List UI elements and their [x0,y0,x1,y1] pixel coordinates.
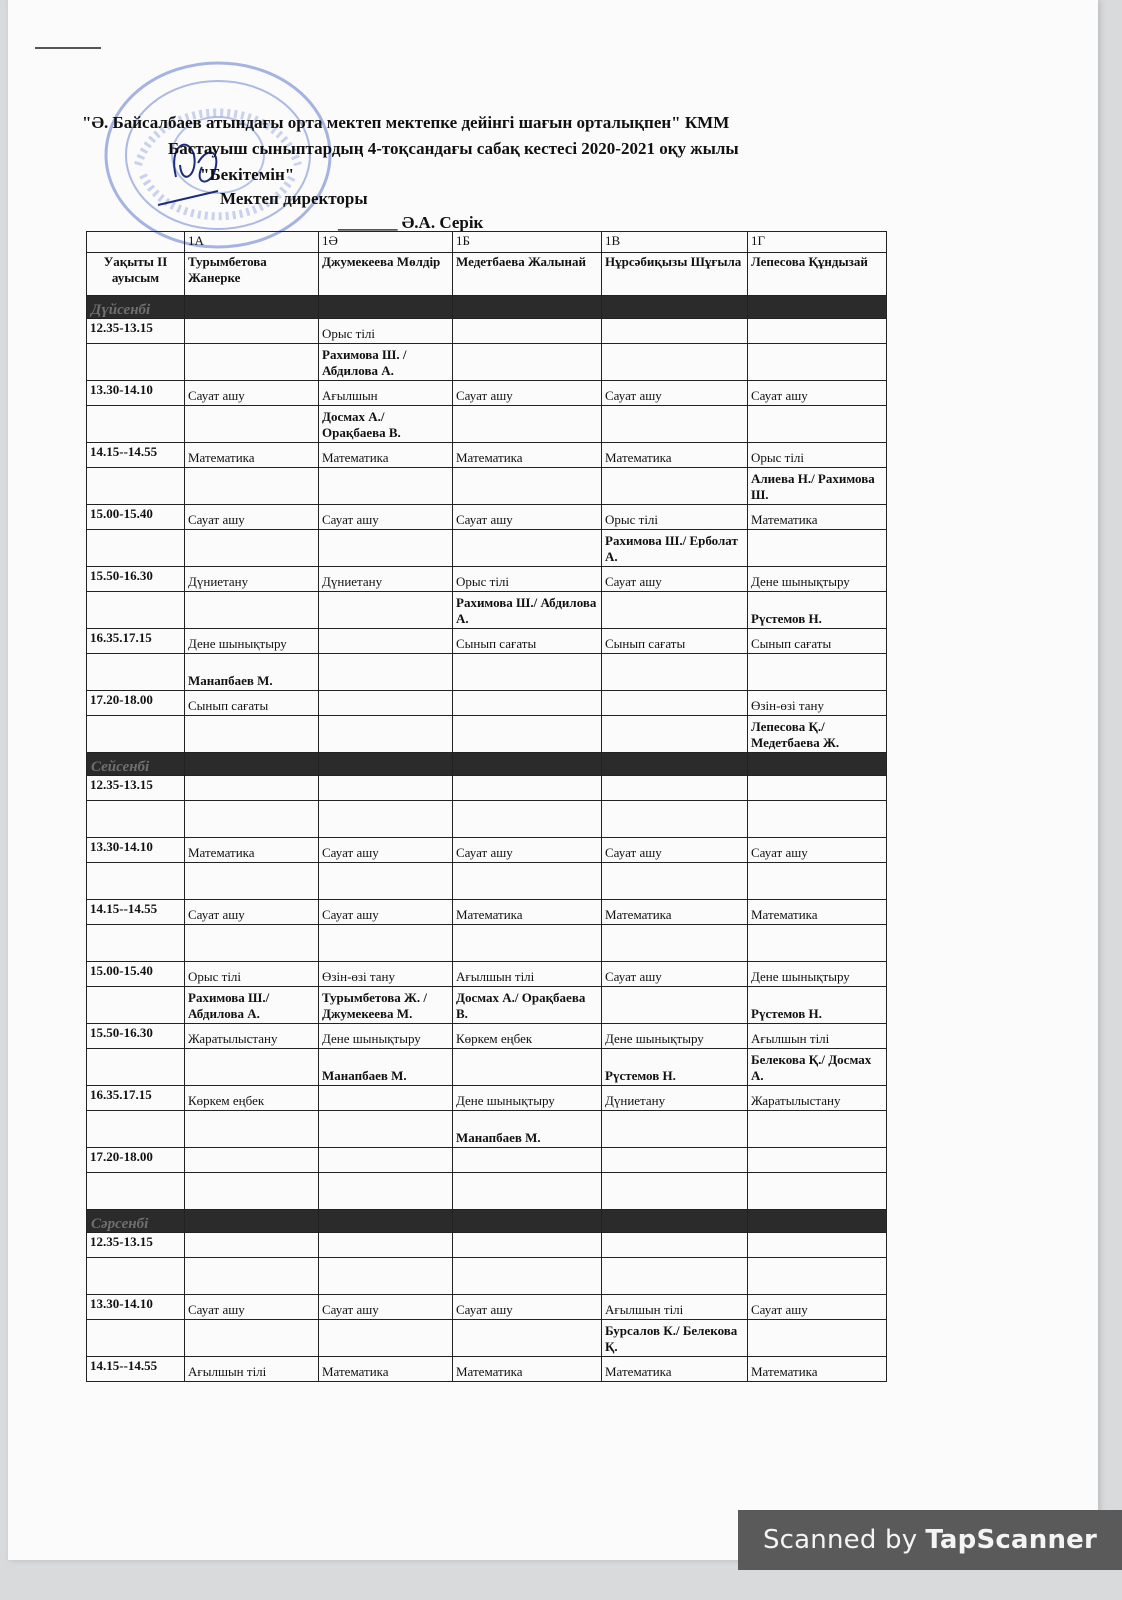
teacher-cell: Алиева Н./ Рахимова Ш. [748,468,887,505]
teacher-row-time-blank [87,716,185,753]
teacher-cell [185,1111,319,1148]
subject-cell: Дүниетану [185,567,319,592]
subject-cell: Математика [748,1357,887,1382]
subject-cell: Сауат ашу [319,1295,453,1320]
subject-cell: Дене шынықтыру [453,1086,602,1111]
teacher-cell [748,925,887,962]
scanner-watermark [738,1510,1122,1570]
teacher-row-time-blank [87,925,185,962]
subject-cell: Жаратылыстану [748,1086,887,1111]
subject-cell [602,319,748,344]
day-row [87,753,887,776]
time-header-blank [87,232,185,253]
subject-cell [602,1233,748,1258]
subject-cell [602,691,748,716]
subject-cell: Математика [453,1357,602,1382]
subject-cell: Сауат ашу [602,962,748,987]
subject-cell: Сынып сағаты [185,691,319,716]
teacher-cell [319,863,453,900]
teacher-cell [602,1258,748,1295]
teacher-cell: Рахимова Ш./ Абдилова А. [453,592,602,629]
teacher-cell [185,801,319,838]
teacher-cell [185,925,319,962]
subject-cell: Математика [602,1357,748,1382]
teacher-row-time-blank [87,468,185,505]
school-title: "Ә. Байсалбаев атындағы орта мектеп мектепке дейінгі шағын орталықпен" КММ [82,113,730,132]
lesson-row [87,1024,887,1049]
subject-cell: Сауат ашу [185,381,319,406]
teacher-row [87,406,887,443]
subject-cell: Сауат ашу [748,838,887,863]
schedule-title: Бастауыш сыныптардың 4-тоқсандағы сабақ кестесі 2020-2021 оқу жылы [168,139,739,158]
lesson-time: 12.35-13.15 [87,776,185,801]
teacher-cell [748,530,887,567]
director-name: _______ Ә.А. Серік [338,213,484,232]
subject-cell: Дене шынықтыру [185,629,319,654]
teacher-cell [748,863,887,900]
teacher-cell: Рахимова Ш. / Абдилова А. [319,344,453,381]
lesson-row [87,776,887,801]
teacher-cell [319,592,453,629]
teacher-cell [185,468,319,505]
subject-cell: Ағылшын тілі [748,1024,887,1049]
teacher-row [87,1111,887,1148]
teacher-cell [602,344,748,381]
subject-cell [453,1233,602,1258]
subject-cell: Математика [602,443,748,468]
subject-cell: Сынып сағаты [453,629,602,654]
subject-cell [319,629,453,654]
teacher-row [87,987,887,1024]
subject-cell: Математика [453,443,602,468]
teacher-cell [748,344,887,381]
subject-cell: Дене шынықтыру [319,1024,453,1049]
teacher-cell [453,344,602,381]
day-name: Дүйсенбі [87,296,185,319]
teacher-cell [453,530,602,567]
teacher-cell [602,406,748,443]
class-teacher-0: Турымбетова Жанерке [185,253,319,296]
subject-cell [185,1148,319,1173]
teacher-row-time-blank [87,592,185,629]
lesson-row [87,962,887,987]
subject-cell [319,1233,453,1258]
subject-cell: Математика [319,1357,453,1382]
teacher-row-time-blank [87,987,185,1024]
teacher-cell [453,716,602,753]
lesson-time: 12.35-13.15 [87,319,185,344]
subject-cell: Дүниетану [319,567,453,592]
class-teacher-3: Нұрсәбиқызы Шұғыла [602,253,748,296]
subject-cell [319,1148,453,1173]
lesson-row [87,1357,887,1382]
subject-cell: Сауат ашу [748,1295,887,1320]
lesson-time: 13.30-14.10 [87,838,185,863]
teacher-row [87,1258,887,1295]
teacher-cell [602,592,748,629]
lesson-time: 17.20-18.00 [87,691,185,716]
teacher-cell [453,1173,602,1210]
teacher-cell [185,863,319,900]
teacher-cell [185,1258,319,1295]
teacher-cell [453,1258,602,1295]
subject-cell: Сауат ашу [748,381,887,406]
subject-cell: Сынып сағаты [748,629,887,654]
day-row-fill [319,753,453,776]
day-row [87,296,887,319]
subject-cell: Сауат ашу [453,381,602,406]
subject-cell [748,1148,887,1173]
subject-cell: Сауат ашу [453,505,602,530]
subject-cell: Сауат ашу [453,838,602,863]
subject-cell: Дүниетану [602,1086,748,1111]
teacher-cell [319,468,453,505]
teacher-row [87,592,887,629]
day-row-fill [748,296,887,319]
teacher-cell [748,801,887,838]
teacher-row [87,1173,887,1210]
lesson-row [87,1295,887,1320]
teacher-row-time-blank [87,1111,185,1148]
lesson-time: 14.15--14.55 [87,900,185,925]
teacher-cell [319,716,453,753]
teacher-cell [602,801,748,838]
lesson-time: 14.15--14.55 [87,443,185,468]
teacher-cell [185,406,319,443]
day-row [87,1210,887,1233]
teacher-row-time-blank [87,530,185,567]
class-name-2: 1Б [453,232,602,253]
lesson-row [87,319,887,344]
teacher-row-time-blank [87,863,185,900]
subject-cell: Ағылшын тілі [453,962,602,987]
day-row-fill [748,753,887,776]
day-row-fill [602,296,748,319]
paper-edge-mark [35,47,101,49]
lesson-time: 13.30-14.10 [87,381,185,406]
teacher-row-time-blank [87,801,185,838]
lesson-row [87,1233,887,1258]
subject-cell: Математика [185,838,319,863]
teacher-cell [185,592,319,629]
teacher-row [87,1320,887,1357]
lesson-row [87,443,887,468]
subject-cell [602,776,748,801]
teacher-cell: Бурсалов К./ Белекова Қ. [602,1320,748,1357]
teacher-cell [453,654,602,691]
teacher-cell [319,925,453,962]
subject-cell [185,319,319,344]
subject-cell: Математика [319,443,453,468]
lesson-row [87,381,887,406]
teacher-cell [185,344,319,381]
lesson-time: 14.15--14.55 [87,1357,185,1382]
subject-cell: Сауат ашу [185,1295,319,1320]
teacher-row [87,925,887,962]
subject-cell: Орыс тілі [748,443,887,468]
teacher-cell [319,1111,453,1148]
lesson-row [87,1148,887,1173]
teacher-cell: Лепесова Қ./ Медетбаева Ж. [748,716,887,753]
day-row-fill [453,1210,602,1233]
teacher-row [87,344,887,381]
subject-cell: Орыс тілі [185,962,319,987]
teacher-row-time-blank [87,1320,185,1357]
teacher-cell: Турымбетова Ж. / Джумекеева М. [319,987,453,1024]
class-name-row [87,232,887,253]
lesson-time: 13.30-14.10 [87,1295,185,1320]
teacher-cell [602,1111,748,1148]
day-row-fill [319,1210,453,1233]
schedule-table [86,231,887,1382]
lesson-row [87,691,887,716]
teacher-row [87,1049,887,1086]
teacher-cell [602,716,748,753]
teacher-row [87,716,887,753]
teacher-cell: Досмах А./ Орақбаева В. [319,406,453,443]
subject-cell: Сауат ашу [185,900,319,925]
subject-cell: Сауат ашу [319,505,453,530]
subject-cell: Сауат ашу [602,567,748,592]
teacher-cell [748,1173,887,1210]
teacher-cell [319,530,453,567]
teacher-cell [185,530,319,567]
day-row-fill [453,753,602,776]
day-row-fill [748,1210,887,1233]
teacher-cell [602,987,748,1024]
teacher-row [87,654,887,691]
teacher-cell [453,1320,602,1357]
teacher-row-time-blank [87,1258,185,1295]
subject-cell: Көркем еңбек [185,1086,319,1111]
subject-cell: Орыс тілі [602,505,748,530]
subject-cell: Дене шынықтыру [748,962,887,987]
teacher-cell [748,406,887,443]
subject-cell: Сынып сағаты [602,629,748,654]
lesson-time: 15.50-16.30 [87,1024,185,1049]
teacher-cell: Рүстемов Н. [602,1049,748,1086]
teacher-cell: Рүстемов Н. [748,592,887,629]
subject-cell: Математика [748,900,887,925]
class-name-1: 1Ә [319,232,453,253]
teacher-cell [319,1173,453,1210]
teacher-cell [453,406,602,443]
subject-cell: Ағылшын тілі [602,1295,748,1320]
subject-cell [748,1233,887,1258]
subject-cell: Ағылшын [319,381,453,406]
subject-cell: Сауат ашу [602,381,748,406]
lesson-time: 17.20-18.00 [87,1148,185,1173]
lesson-time: 15.00-15.40 [87,962,185,987]
subject-cell: Өзін-өзі тану [319,962,453,987]
day-row-fill [602,753,748,776]
subject-cell: Көркем еңбек [453,1024,602,1049]
teacher-cell [319,654,453,691]
subject-cell [185,1233,319,1258]
day-row-fill [185,1210,319,1233]
teacher-cell: Рахимова Ш./ Ерболат А. [602,530,748,567]
lesson-row [87,505,887,530]
subject-cell: Математика [748,505,887,530]
teacher-cell [748,1320,887,1357]
teacher-cell [185,1173,319,1210]
teacher-cell [319,1320,453,1357]
class-name-3: 1В [602,232,748,253]
day-name: Сәрсенбі [87,1210,185,1233]
subject-cell: Сауат ашу [319,838,453,863]
subject-cell: Өзін-өзі тану [748,691,887,716]
teacher-cell [602,1173,748,1210]
subject-cell [453,691,602,716]
lesson-time: 15.00-15.40 [87,505,185,530]
teacher-row [87,468,887,505]
subject-cell [453,1148,602,1173]
approval-label: "Бекітемін" [200,165,295,184]
time-header: Уақыты II ауысым [87,253,185,296]
teacher-cell [185,716,319,753]
teacher-cell [453,863,602,900]
subject-cell: Орыс тілі [319,319,453,344]
teacher-cell [748,1111,887,1148]
teacher-cell [453,468,602,505]
teacher-row-time-blank [87,406,185,443]
subject-cell: Сауат ашу [185,505,319,530]
subject-cell [453,319,602,344]
lesson-row [87,567,887,592]
teacher-cell [185,1320,319,1357]
subject-cell [185,776,319,801]
subject-cell [602,1148,748,1173]
scanner-brand: TapScanner [925,1525,1098,1555]
subject-cell [748,776,887,801]
teacher-cell [319,801,453,838]
director-label: Мектеп директоры [220,189,368,208]
teacher-cell [748,654,887,691]
day-row-fill [185,753,319,776]
teacher-row [87,801,887,838]
day-row-fill [185,296,319,319]
subject-cell [319,776,453,801]
class-teacher-row [87,253,887,296]
teacher-cell: Манапбаев М. [185,654,319,691]
class-teacher-2: Медетбаева Жалынай [453,253,602,296]
subject-cell: Дене шынықтыру [602,1024,748,1049]
teacher-cell [453,1049,602,1086]
lesson-time: 15.50-16.30 [87,567,185,592]
teacher-cell [602,468,748,505]
subject-cell: Сауат ашу [453,1295,602,1320]
scanner-prefix: Scanned by [762,1525,918,1555]
teacher-cell: Рүстемов Н. [748,987,887,1024]
subject-cell: Математика [602,900,748,925]
day-row-fill [319,296,453,319]
subject-cell: Математика [453,900,602,925]
lesson-time: 16.35.17.15 [87,629,185,654]
class-teacher-4: Лепесова Құндызай [748,253,887,296]
lesson-row [87,900,887,925]
subject-cell: Сауат ашу [319,900,453,925]
lesson-time: 12.35-13.15 [87,1233,185,1258]
teacher-cell: Досмах А./ Орақбаева В. [453,987,602,1024]
lesson-row [87,1086,887,1111]
teacher-row-time-blank [87,1173,185,1210]
subject-cell: Ағылшын тілі [185,1357,319,1382]
teacher-cell: Манапбаев М. [453,1111,602,1148]
teacher-cell [602,863,748,900]
subject-cell [748,319,887,344]
lesson-time: 16.35.17.15 [87,1086,185,1111]
day-row-fill [602,1210,748,1233]
teacher-row-time-blank [87,344,185,381]
teacher-row [87,863,887,900]
lesson-row [87,629,887,654]
teacher-row-time-blank [87,1049,185,1086]
subject-cell: Орыс тілі [453,567,602,592]
subject-cell [453,776,602,801]
teacher-cell: Рахимова Ш./ Абдилова А. [185,987,319,1024]
teacher-cell [319,1258,453,1295]
subject-cell: Математика [185,443,319,468]
teacher-row [87,530,887,567]
lesson-row [87,838,887,863]
class-name-0: 1А [185,232,319,253]
teacher-cell: Манапбаев М. [319,1049,453,1086]
class-teacher-1: Джумекеева Мөлдір [319,253,453,296]
teacher-cell [185,1049,319,1086]
teacher-cell [748,1258,887,1295]
day-row-fill [453,296,602,319]
subject-cell [319,691,453,716]
subject-cell: Дене шынықтыру [748,567,887,592]
subject-cell: Жаратылыстану [185,1024,319,1049]
teacher-cell: Белекова Қ./ Досмах А. [748,1049,887,1086]
teacher-cell [602,654,748,691]
teacher-cell [453,925,602,962]
teacher-cell [602,925,748,962]
class-name-4: 1Г [748,232,887,253]
teacher-cell [453,801,602,838]
day-name: Сейсенбі [87,753,185,776]
teacher-row-time-blank [87,654,185,691]
subject-cell [319,1086,453,1111]
subject-cell: Сауат ашу [602,838,748,863]
